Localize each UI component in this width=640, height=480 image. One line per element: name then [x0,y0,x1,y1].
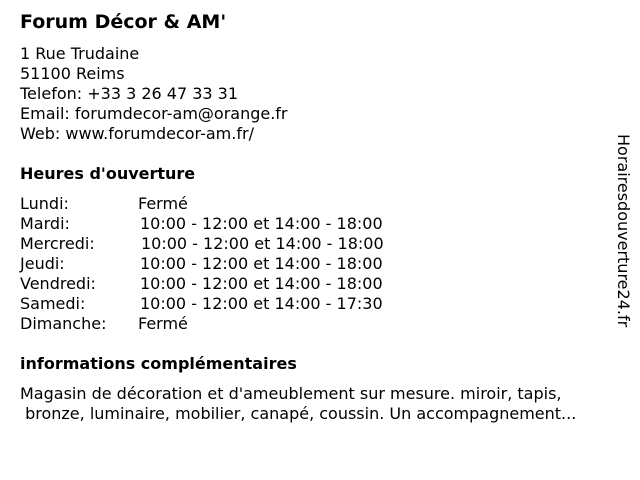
hours-day: Mardi: [20,214,70,233]
hours-heading: Heures d'ouverture [20,164,196,183]
hours-row-tuesday [20,214,460,234]
info-heading: informations complémentaires [20,354,297,373]
hours-day: Vendredi: [20,274,96,293]
address-phone: Telefon: +33 3 26 47 33 31 [20,84,239,103]
hours-row-monday [20,194,460,214]
hours-time: Fermé [138,314,188,333]
hours-row-friday [20,274,460,294]
info-line-1: Magasin de décoration et d'ameublement sur mesure. miroir, tapis, [20,384,562,403]
address-street: 1 Rue Trudaine [20,44,140,63]
watermark-text: Horairesdouverture24.fr [614,134,633,328]
hours-day: Dimanche: [20,314,107,333]
business-name: Forum Décor & AM' [20,11,227,33]
watermark [612,134,634,344]
hours-time: 10:00 - 12:00 et 14:00 - 18:00 [140,274,383,293]
address-city: 51100 Reims [20,64,125,83]
hours-time: 10:00 - 12:00 et 14:00 - 17:30 [140,294,383,313]
hours-time: 10:00 - 12:00 et 14:00 - 18:00 [140,254,383,273]
address-email: Email: forumdecor-am@orange.fr [20,104,288,123]
info-description [20,384,630,424]
hours-row-thursday [20,254,460,274]
hours-row-saturday [20,294,460,314]
hours-day: Lundi: [20,194,69,213]
hours-day: Samedi: [20,294,86,313]
hours-row-sunday [20,314,460,334]
hours-day: Jeudi: [20,254,65,273]
address-web: Web: www.forumdecor-am.fr/ [20,124,254,143]
hours-time: 10:00 - 12:00 et 14:00 - 18:00 [140,214,383,233]
hours-time: 10:00 - 12:00 et 14:00 - 18:00 [141,234,384,253]
hours-day: Mercredi: [20,234,95,253]
hours-table [20,194,460,334]
address-block [20,44,288,144]
info-line-2: bronze, luminaire, mobilier, canapé, coussin. Un accompagnement... [20,404,577,423]
hours-row-wednesday [20,234,460,254]
hours-time: Fermé [138,194,188,213]
